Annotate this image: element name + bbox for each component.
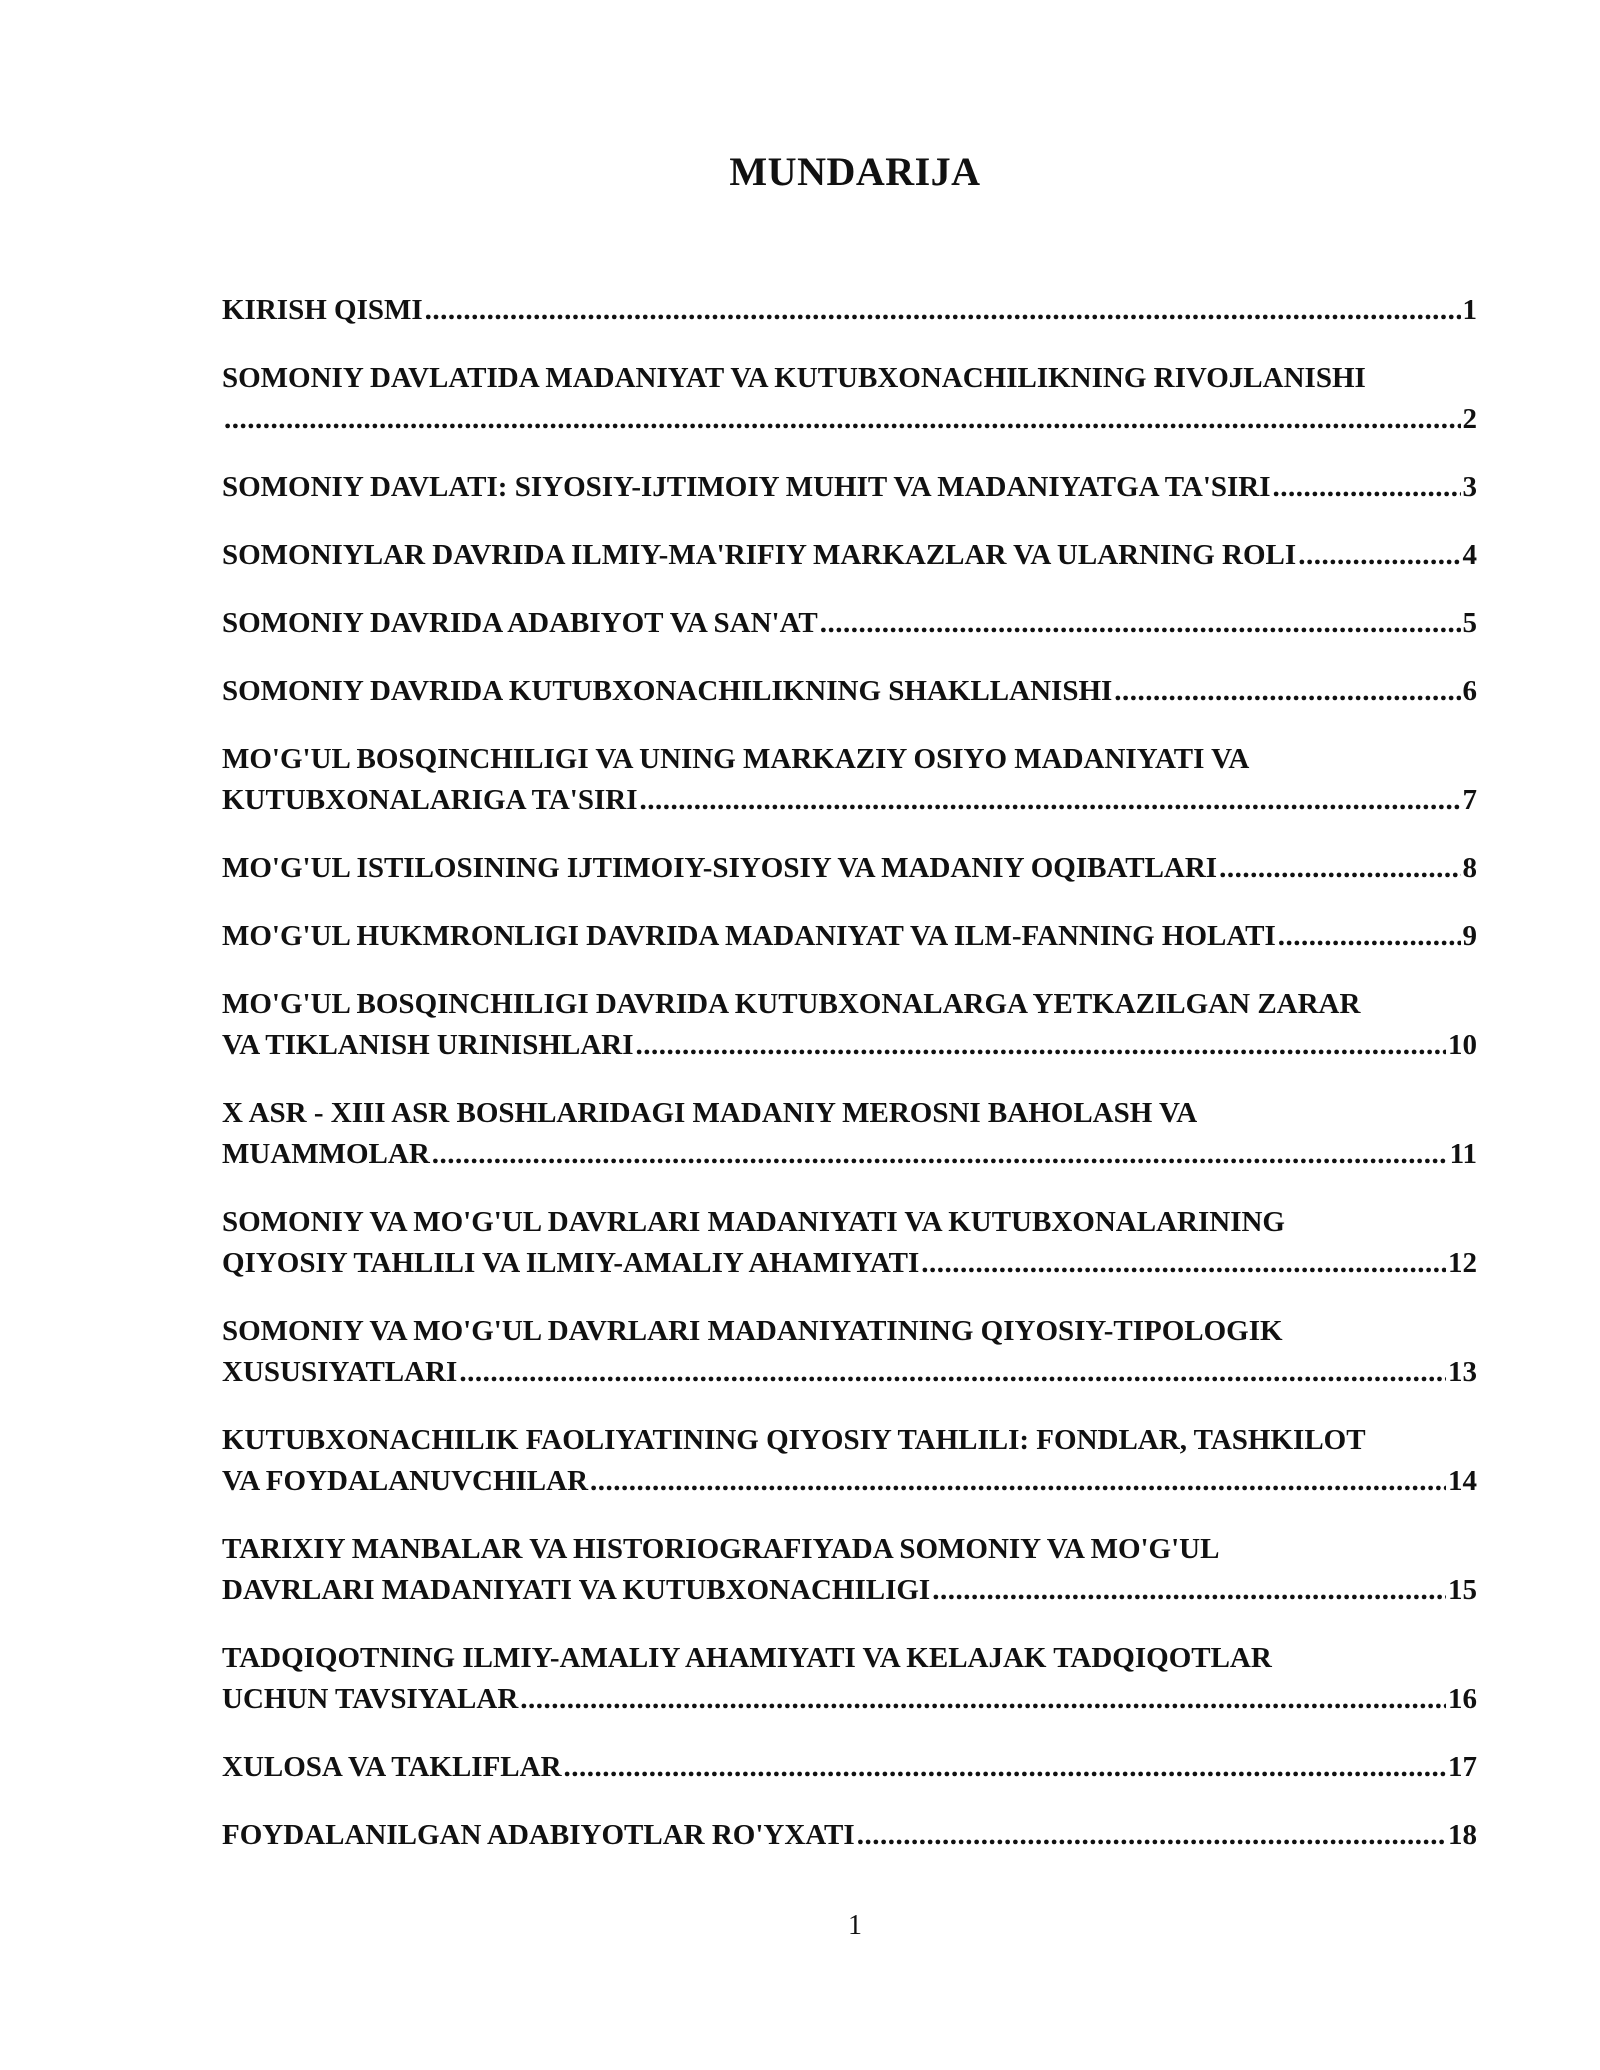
toc-entry-leader-line [222, 1134, 1477, 1175]
toc-page-number: 6 [1462, 675, 1477, 707]
toc-page-number: 9 [1462, 920, 1477, 952]
toc-entry-leader-line [222, 848, 1477, 889]
toc-entry-title-line: X ASR - XIII ASR BOSHLARIDAGI MADANIY MEROSNI BAHOLASH VA [222, 1097, 1198, 1129]
dot-leader [1278, 916, 1461, 957]
toc-page-number: 16 [1448, 1683, 1477, 1715]
toc-page-number: 12 [1448, 1247, 1477, 1279]
toc-entry[interactable] [222, 467, 1477, 508]
toc-entry[interactable] [222, 984, 1477, 1066]
toc-entry-title: SOMONIY DAVRIDA KUTUBXONACHILIKNING SHAKLLANISHI [222, 675, 1113, 707]
toc-entry[interactable] [222, 739, 1477, 821]
toc-entry-leader-line [222, 1461, 1477, 1502]
toc-entry[interactable] [222, 535, 1477, 576]
toc-entry-leader-line [222, 1747, 1477, 1788]
toc-entry[interactable] [222, 1420, 1477, 1502]
toc-entry-title: VA FOYDALANUVCHILAR [222, 1465, 589, 1497]
toc-entry[interactable] [222, 1815, 1477, 1856]
toc-entry-leader-line [222, 1352, 1477, 1393]
toc-page-number: 10 [1448, 1029, 1477, 1061]
toc-page-number: 4 [1462, 539, 1477, 571]
toc-page-number: 5 [1462, 607, 1477, 639]
toc-entry-leader-line [222, 535, 1477, 576]
toc-entry[interactable] [222, 1638, 1477, 1720]
toc-entry-title-line: SOMONIY VA MO'G'UL DAVRLARI MADANIYATI VA KUTUBXONALARINING [222, 1206, 1285, 1238]
toc-page-number: 14 [1448, 1465, 1477, 1497]
toc-entry-title: VA TIKLANISH URINISHLARI [222, 1029, 634, 1061]
toc-entry-title-line: SOMONIY VA MO'G'UL DAVRLARI MADANIYATINING QIYOSIY-TIPOLOGIK [222, 1315, 1283, 1347]
toc-entry[interactable] [222, 603, 1477, 644]
toc-entry-title: KUTUBXONALARIGA TA'SIRI [222, 784, 638, 816]
toc-entry-leader-line [222, 1679, 1477, 1720]
toc-page-number: 3 [1462, 471, 1477, 503]
toc-entry[interactable] [222, 1529, 1477, 1611]
dot-leader [224, 399, 1461, 440]
toc-entry-leader-line [222, 467, 1477, 508]
dot-leader [640, 780, 1461, 821]
toc-entry-title-line: MO'G'UL BOSQINCHILIGI VA UNING MARKAZIY OSIYO MADANIYATI VA [222, 743, 1250, 775]
toc-entry[interactable] [222, 1747, 1477, 1788]
dot-leader [932, 1570, 1446, 1611]
toc-entry-title: UCHUN TAVSIYALAR [222, 1683, 519, 1715]
dot-leader [921, 1243, 1446, 1284]
toc-entry-title: SOMONIYLAR DAVRIDA ILMIY-MA'RIFIY MARKAZLAR VA ULARNING ROLI [222, 539, 1297, 571]
toc-entry-title: DAVRLARI MADANIYATI VA KUTUBXONACHILIGI [222, 1574, 931, 1606]
toc-page-number: 13 [1448, 1356, 1477, 1388]
toc-entry-title: XUSUSIYATLARI [222, 1356, 458, 1388]
toc-page-number: 11 [1449, 1138, 1477, 1170]
dot-leader [432, 1134, 1448, 1175]
toc-entry-title: SOMONIY DAVRIDA ADABIYOT VA SAN'AT [222, 607, 818, 639]
toc-entry[interactable] [222, 290, 1477, 331]
toc-entry-leader-line [222, 1025, 1477, 1066]
toc-entry-leader-line [222, 671, 1477, 712]
toc-entry-leader-line [222, 780, 1477, 821]
toc-entry[interactable] [222, 671, 1477, 712]
toc-entry-title-line: KUTUBXONACHILIK FAOLIYATINING QIYOSIY TAHLILI: FONDLAR, TASHKILOT [222, 1424, 1366, 1456]
dot-leader [1273, 467, 1461, 508]
toc-entry-title-line: MO'G'UL BOSQINCHILIGI DAVRIDA KUTUBXONALARGA YETKAZILGAN ZARAR [222, 988, 1361, 1020]
dot-leader [636, 1025, 1446, 1066]
toc-entry[interactable] [222, 358, 1477, 440]
toc-page-number: 7 [1462, 784, 1477, 816]
toc-entry-title-line: TADQIQOTNING ILMIY-AMALIY AHAMIYATI VA KELAJAK TADQIQOTLAR [222, 1642, 1272, 1674]
table-of-contents [222, 290, 1477, 1883]
toc-entry[interactable] [222, 848, 1477, 889]
toc-entry-leader-line [222, 1570, 1477, 1611]
page-title: MUNDARIJA [729, 149, 981, 194]
dot-leader [820, 603, 1461, 644]
toc-entry-title: MO'G'UL HUKMRONLIGI DAVRIDA MADANIYAT VA ILM-FANNING HOLATI [222, 920, 1276, 952]
toc-entry-title: XULOSA VA TAKLIFLAR [222, 1751, 562, 1783]
toc-entry-leader-line [222, 1243, 1477, 1284]
page-number-footer: 1 [848, 1910, 862, 1941]
dot-leader [590, 1461, 1446, 1502]
toc-page-number: 15 [1448, 1574, 1477, 1606]
toc-entry-title: FOYDALANILGAN ADABIYOTLAR RO'YXATI [222, 1819, 855, 1851]
dot-leader [459, 1352, 1446, 1393]
dot-leader [857, 1815, 1446, 1856]
toc-entry[interactable] [222, 1202, 1477, 1284]
toc-page-number: 17 [1448, 1751, 1477, 1783]
dot-leader [520, 1679, 1446, 1720]
dot-leader [425, 290, 1461, 331]
toc-entry-title-line: SOMONIY DAVLATIDA MADANIYAT VA KUTUBXONACHILIKNING RIVOJLANISHI [222, 362, 1366, 394]
toc-entry-title: SOMONIY DAVLATI: SIYOSIY-IJTIMOIY MUHIT VA MADANIYATGA TA'SIRI [222, 471, 1271, 503]
toc-entry[interactable] [222, 916, 1477, 957]
toc-entry-title: MUAMMOLAR [222, 1138, 430, 1170]
toc-entry-title-line: TARIXIY MANBALAR VA HISTORIOGRAFIYADA SOMONIY VA MO'G'UL [222, 1533, 1220, 1565]
toc-entry[interactable] [222, 1311, 1477, 1393]
toc-entry-leader-line [222, 399, 1477, 440]
toc-entry[interactable] [222, 1093, 1477, 1175]
toc-entry-leader-line [222, 1815, 1477, 1856]
toc-entry-leader-line [222, 603, 1477, 644]
dot-leader [1114, 671, 1460, 712]
dot-leader [564, 1747, 1446, 1788]
toc-page-number: 18 [1448, 1819, 1477, 1851]
toc-entry-title: QIYOSIY TAHLILI VA ILMIY-AMALIY AHAMIYATI [222, 1247, 920, 1279]
toc-page-number: 8 [1462, 852, 1477, 884]
toc-entry-title: KIRISH QISMI [222, 294, 423, 326]
toc-page-number: 1 [1462, 294, 1477, 326]
toc-entry-leader-line [222, 916, 1477, 957]
toc-entry-leader-line [222, 290, 1477, 331]
dot-leader [1298, 535, 1460, 576]
toc-entry-title: MO'G'UL ISTILOSINING IJTIMOIY-SIYOSIY VA MADANIY OQIBATLARI [222, 852, 1218, 884]
toc-page-number: 2 [1462, 403, 1477, 435]
dot-leader [1219, 848, 1460, 889]
